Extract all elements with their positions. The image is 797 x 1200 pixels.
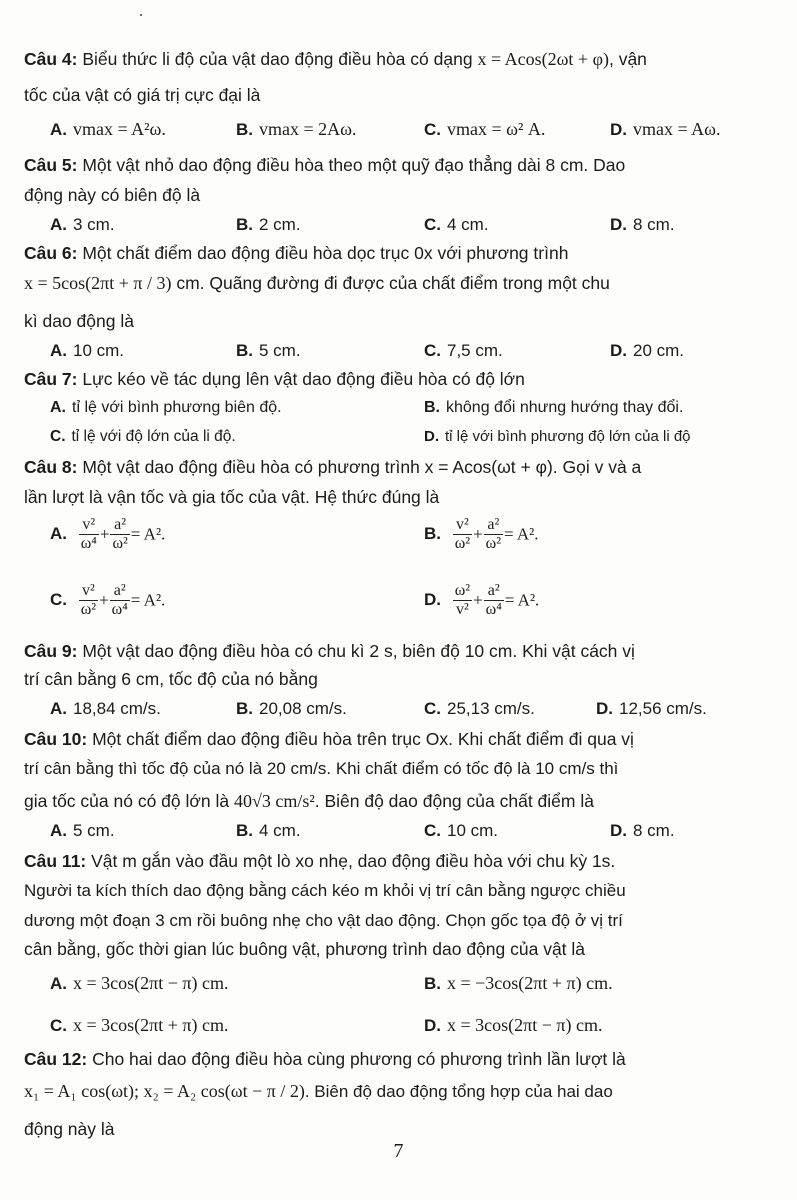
question-11-line-2: Người ta kích thích dao động bằng cách kéo m khỏi vị trí cân bằng ngược chiều xyxy=(24,881,626,900)
question-11-line-3: dương một đoạn 3 cm rồi buông nhẹ cho vật dao động. Chọn gốc tọa độ ở vị trí xyxy=(24,911,623,930)
question-12-line-2: x₁ = A₁ cos(ωt); x₂ = A₂ cos(ωt − π / 2). Biên độ dao động tổng hợp của hai dao xyxy=(24,1081,613,1101)
q5-option-d: D. 8 cm. xyxy=(610,215,675,234)
q5-option-c: C. 4 cm. xyxy=(424,215,489,234)
fraction: $\frac{\text{a²}}{\text{ω²}}$ xyxy=(485,516,501,552)
question-11-line-4: cân bằng, gốc thời gian lúc buông vật, phương trình dao động của vật là xyxy=(24,939,586,959)
q8-option-b: B. $\frac{\text{v²}}{\text{ω²}}$ + $\frac{\text{a²}}{\text{ω²}}$ = A². xyxy=(424,516,539,552)
fraction: $\frac{\text{v²}}{\text{ω⁴}}$ xyxy=(80,516,97,552)
question-5-line-1: Câu 5: Một vật nhỏ dao động điều hòa theo một quỹ đạo thẳng dài 8 cm. Dao xyxy=(24,155,626,175)
q6-option-b: B. 5 cm. xyxy=(236,341,301,360)
fraction: $\frac{\text{ω²}}{\text{v²}}$ xyxy=(454,582,471,618)
q6-option-d: D. 20 cm. xyxy=(610,341,685,360)
q9-option-d: D. 12,56 cm/s. xyxy=(596,699,707,718)
q11-option-c: C. x = 3cos(2πt + π) cm. xyxy=(50,1015,229,1035)
q4-option-a: A. vmax = A²ω. xyxy=(50,119,166,139)
question-7-line-1: Câu 7: Lực kéo về tác dụng lên vật dao động điều hòa có độ lớn xyxy=(24,369,525,389)
question-10-line-2: trí cân bằng thì tốc độ của nó là 20 cm/s. Khi chất điểm có tốc độ là 10 cm/s thì xyxy=(24,759,619,778)
fraction: $\frac{\text{v²}}{\text{ω²}}$ xyxy=(80,582,97,618)
q6-option-c: C. 7,5 cm. xyxy=(424,341,503,360)
q4-option-d: D. vmax = Aω. xyxy=(610,119,721,139)
q8-option-d: D. $\frac{\text{ω²}}{\text{v²}}$ + $\frac{\text{a²}}{\text{ω⁴}}$ = A². xyxy=(424,582,540,618)
q4-option-c: C. vmax = ω² A. xyxy=(424,119,546,139)
question-4-line-1: Câu 4: Biểu thức li độ của vật dao động điều hòa có dạng x = Acos(2ωt + φ), vận xyxy=(24,49,647,69)
q8-option-a: A. $\frac{\text{v²}}{\text{ω⁴}}$ + $\frac{\text{a²}}{\text{ω²}}$ = A². xyxy=(50,516,166,552)
q7-option-a: A. tỉ lệ với bình phương biên độ. xyxy=(50,399,282,416)
q5-option-a: A. 3 cm. xyxy=(50,215,115,234)
question-10-line-1: Câu 10: Một chất điểm dao động điều hòa trên trục Ox. Khi chất điểm đi qua vị xyxy=(24,729,634,749)
q11-option-d: D. x = 3cos(2πt − π) cm. xyxy=(424,1015,603,1035)
fraction: $\frac{\text{a²}}{\text{ω⁴}}$ xyxy=(111,582,128,618)
q5-option-b: B. 2 cm. xyxy=(236,215,301,234)
question-6-line-2: x = 5cos(2πt + π / 3) cm. Quãng đường đi được của chất điểm trong một chu xyxy=(24,273,610,293)
q11-option-b: B. x = −3cos(2πt + π) cm. xyxy=(424,973,613,993)
q10-option-c: C. 10 cm. xyxy=(424,821,499,840)
question-6-line-3: kì dao động là xyxy=(24,311,134,331)
question-10-line-3: gia tốc của nó có độ lớn là 40√3 cm/s². Biên độ dao động của chất điểm là xyxy=(24,791,594,811)
q9-option-a: A. 18,84 cm/s. xyxy=(50,699,161,718)
question-12-line-3: động này là xyxy=(24,1119,115,1139)
question-6-line-1: Câu 6: Một chất điểm dao động điều hòa dọc trục 0x với phương trình xyxy=(24,243,569,263)
question-8-line-2: lần lượt là vận tốc và gia tốc của vật. Hệ thức đúng là xyxy=(24,487,440,507)
question-5-line-2: động này có biên độ là xyxy=(24,185,201,205)
question-4-line-2: tốc của vật có giá trị cực đại là xyxy=(24,85,261,105)
q9-option-c: C. 25,13 cm/s. xyxy=(424,699,535,718)
q10-option-a: A. 5 cm. xyxy=(50,821,115,840)
q7-option-d: D. tỉ lệ với bình phương độ lớn của li độ xyxy=(424,428,691,445)
fraction: $\frac{\text{a²}}{\text{ω²}}$ xyxy=(112,516,128,552)
scan-speck xyxy=(140,14,142,16)
q10-option-b: B. 4 cm. xyxy=(236,821,301,840)
q4-option-b: B. vmax = 2Aω. xyxy=(236,119,357,139)
question-9-line-2: trí cân bằng 6 cm, tốc độ của nó bằng xyxy=(24,669,318,689)
q11-option-a: A. x = 3cos(2πt − π) cm. xyxy=(50,973,229,993)
q7-option-c: C. tỉ lệ với độ lớn của li độ. xyxy=(50,428,236,445)
question-9-line-1: Câu 9: Một vật dao động điều hòa có chu kì 2 s, biên độ 10 cm. Khi vật cách vị xyxy=(24,641,635,661)
q9-option-b: B. 20,08 cm/s. xyxy=(236,699,347,718)
q6-option-a: A. 10 cm. xyxy=(50,341,125,360)
q8-option-c: C. $\frac{\text{v²}}{\text{ω²}}$ + $\frac{\text{a²}}{\text{ω⁴}}$ = A². xyxy=(50,582,166,618)
q10-option-d: D. 8 cm. xyxy=(610,821,675,840)
question-8-line-1: Câu 8: Một vật dao động điều hòa có phương trình x = Acos(ωt + φ). Gọi v và a xyxy=(24,457,642,477)
question-12-line-1: Câu 12: Cho hai dao động điều hòa cùng phương có phương trình lần lượt là xyxy=(24,1049,626,1069)
fraction: $\frac{\text{v²}}{\text{ω²}}$ xyxy=(454,516,471,552)
q7-option-b: B. không đổi nhưng hướng thay đổi. xyxy=(424,399,684,416)
page-number: 7 xyxy=(393,1140,404,1162)
question-11-line-1: Câu 11: Vật m gắn vào đầu một lò xo nhẹ, dao động điều hòa với chu kỳ 1s. xyxy=(24,851,616,871)
fraction: $\frac{\text{a²}}{\text{ω⁴}}$ xyxy=(485,582,502,618)
